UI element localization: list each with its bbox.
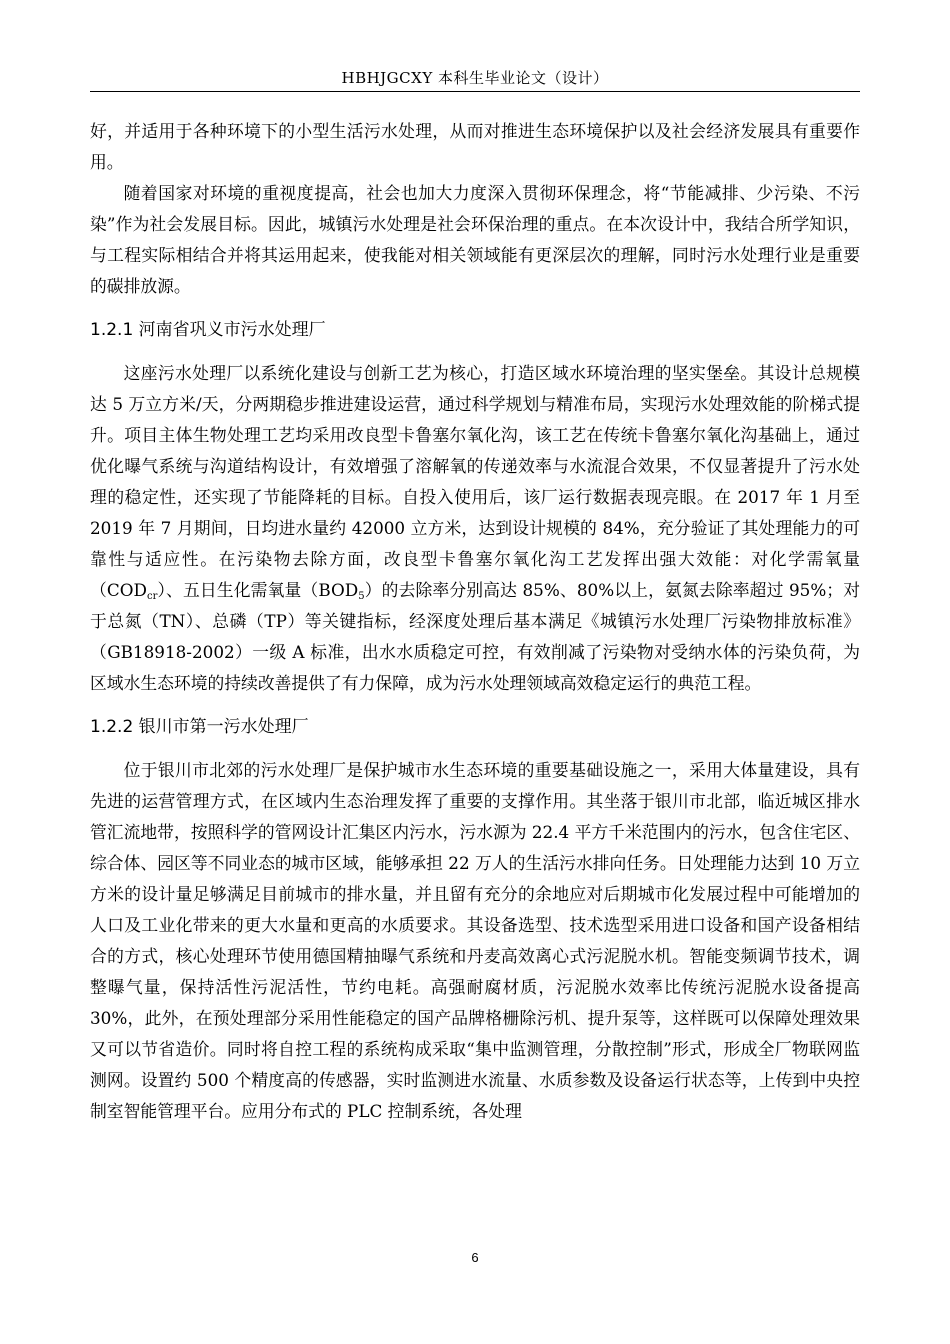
page-header: HBHJGCXY 本科生毕业论文（设计） — [341, 69, 609, 87]
text-segment: 这座污水处理厂以系统化建设与创新工艺为核心，打造区域水环境治理的坚实堡垒。其设计总规模达 5 万立方米/天，分两期稳步推进建设运营，通过科学规划与精准布局，实现污水处理效能的阶梯式提升。项目主体生物处理工艺均采用改良型卡鲁塞尔氧化沟，该工艺在传统卡鲁塞尔氧化沟基础上，通过优化曝气系统与沟道结构设计，有效增强了溶解氧的传递效率与水流混合效果，不仅显著提升了污水处理的稳定性，还实现了节能降耗的目标。自投入使用后，该厂运行数据表现亮眼。在 2017 年 1 月至 2019 年 7 月期间，日均进水量约 42000 立方米，达到设计规模的 84%，充分验证了其处理能力的可靠性与适应性。在污染物去除方面，改良型卡鲁塞尔氧化沟工艺发挥出强大效能：对化学需氧量（COD — [90, 363, 860, 600]
text-segment: ）、五日生化需氧量（BOD — [157, 580, 359, 600]
text-segment: ）的去除率分别高达 85%、80%以上，氨氮去除率超过 95%；对于总氮（TN）、总磷（TP）等关键指标，经深度处理后基本满足《城镇污水处理厂污染物排放标准》（GB18918-2002）一级 A 标准，出水水质稳定可控，有效削减了污染物对受纳水体的污染负荷，为区域水生态环境的持续改善提供了有力保障，成为污水处理领域高效稳定运行的典范工程。 — [90, 580, 860, 693]
section-heading-1-2-2: 1.2.2 银川市第一污水处理厂 — [90, 717, 309, 737]
subscript-5: 5 — [358, 591, 365, 602]
paragraph-gongyi — [90, 358, 860, 699]
document-body — [90, 116, 860, 1127]
paragraph-intro: 随着国家对环境的重视度提高，社会也加大力度深入贯彻环保理念，将“节能减排、少污染、不污染”作为社会发展目标。因此，城镇污水处理是社会环保治理的重点。在本次设计中，我结合所学知识，与工程实际相结合并将其运用起来，使我能对相关领域能有更深层次的理解，同时污水处理行业是重要的碳排放源。 — [90, 183, 860, 296]
paragraph-continuation: 好，并适用于各种环境下的小型生活污水处理，从而对推进生态环境保护以及社会经济发展具有重要作用。 — [90, 121, 860, 172]
header-divider — [90, 91, 860, 92]
section-heading-1-2-1: 1.2.1 河南省巩义市污水处理厂 — [90, 320, 326, 340]
subscript-cr: cr — [146, 591, 158, 602]
paragraph-yinchuan: 位于银川市北郊的污水处理厂是保护城市水生态环境的重要基础设施之一，采用大体量建设，具有先进的运营管理方式，在区域内生态治理发挥了重要的支撑作用。其坐落于银川市北部，临近城区排水管汇流地带，按照科学的管网设计汇集区内污水，污水源为 22.4 平方千米范围内的污水，包含住宅区、综合体、园区等不同业态的城市区域，能够承担 22 万人的生活污水排向任务。日处理能力达到 10 万立方米的设计量足够满足目前城市的排水量，并且留有充分的余地应对后期城市化发展过程中可能增加的人口及工业化带来的更大水量和更高的水质要求。其设备选型、技术选型采用进口设备和国产设备相结合的方式，核心处理环节使用德国精抽曝气系统和丹麦高效离心式污泥脱水机。智能变频调节技术，调整曝气量，保持活性污泥活性，节约电耗。高强耐腐材质，污泥脱水效率比传统污泥脱水设备提高 30%，此外，在预处理部分采用性能稳定的国产品牌格栅除污机、提升泵等，这样既可以保障处理效果又可以节省造价。同时将自控工程的系统构成采取“集中监测管理，分散控制”形式，形成全厂物联网监测网。设置约 500 个精度高的传感器，实时监测进水流量、水质参数及设备运行状态等，上传到中央控制室智能管理平台。应用分布式的 PLC 控制系统，各处理 — [90, 760, 860, 1121]
page-number: 6 — [471, 1250, 479, 1265]
